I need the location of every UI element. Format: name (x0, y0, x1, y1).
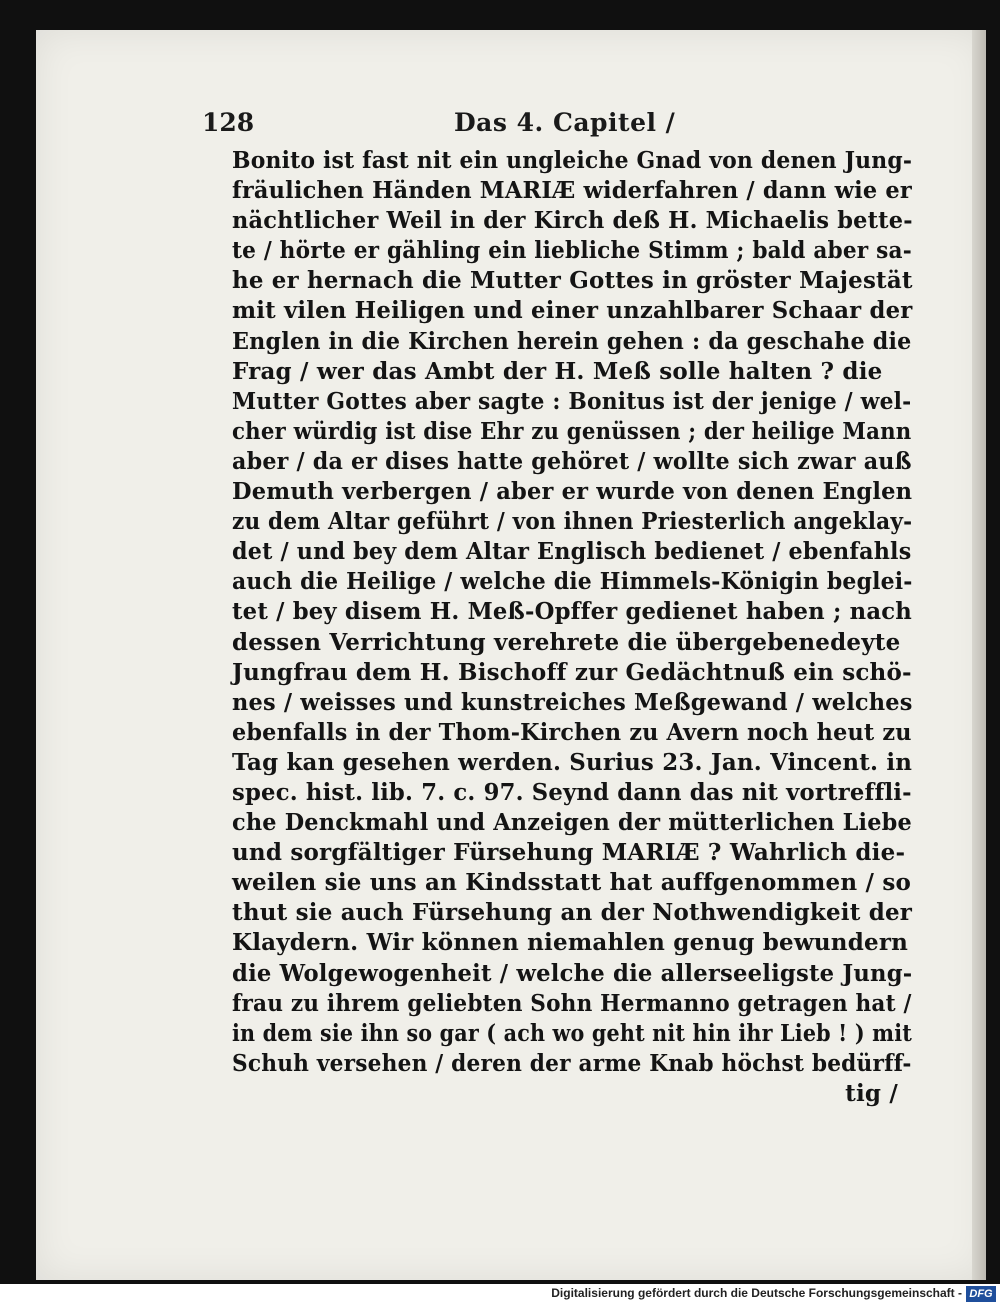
text-line: che Denckmahl und Anzeigen der mütterlichen Liebe (232, 809, 912, 837)
text-line: nes / weisses und kunstreiches Meßgewand / welches (232, 688, 913, 716)
text-line: nächtlicher Weil in der Kirch deß H. Michaelis bette- (232, 207, 913, 235)
catchword-line: tig / (845, 1079, 898, 1107)
body-text (232, 146, 912, 1109)
funding-credit: Digitalisierung gefördert durch die Deutsche Forschungsgemeinschaft - (551, 1286, 962, 1300)
page-edge (972, 30, 986, 1280)
text-line: frau zu ihrem geliebten Sohn Hermanno getragen hat / (232, 989, 912, 1017)
text-line: Englen in die Kirchen herein gehen : da geschahe die (232, 327, 912, 355)
running-head (202, 108, 702, 142)
page-number: 128 (202, 108, 255, 137)
text-line: ebenfalls in der Thom-Kirchen zu Avern noch heut zu (232, 718, 912, 746)
text-line: fräulichen Händen MARIÆ widerfahren / dann wie er (232, 177, 912, 205)
dfg-logo-icon: DFG (966, 1286, 996, 1302)
footer-bar (0, 1284, 1000, 1304)
text-line: thut sie auch Fürsehung an der Nothwendigkeit der (232, 899, 913, 927)
text-line: Klaydern. Wir können niemahlen genug bewundern (232, 929, 909, 957)
text-line: Frag / wer das Ambt der H. Meß solle halten ? die (232, 357, 883, 385)
text-line: und sorgfältiger Fürsehung MARIÆ ? Wahrlich die- (232, 839, 906, 867)
text-line: aber / da er dises hatte gehöret / wollte sich zwar auß (232, 447, 912, 475)
text-line: tet / bey disem H. Meß-Opffer gedienet haben ; nach (232, 598, 912, 626)
text-line: te / hörte er gähling ein liebliche Stimm ; bald aber sa- (232, 237, 912, 265)
text-line: die Wolgewogenheit / welche die allerseeligste Jung- (232, 959, 913, 987)
text-line: Jungfrau dem H. Bischoff zur Gedächtnuß ein schö- (232, 658, 912, 686)
chapter-heading: Das 4. Capitel / (454, 108, 676, 137)
text-line: det / und bey dem Altar Englisch bedienet / ebenfahls (232, 538, 912, 566)
text-line: he er hernach die Mutter Gottes in gröster Majestät (232, 267, 913, 295)
text-line: in dem sie ihn so gar ( ach wo geht nit hin ihr Lieb ! ) mit (232, 1019, 912, 1047)
text-line: auch die Heilige / welche die Himmels-Königin beglei- (232, 568, 913, 596)
text-line: Tag kan gesehen werden. Surius 23. Jan. Vincent. in (232, 748, 913, 776)
text-line: spec. hist. lib. 7. c. 97. Seynd dann das nit vortreffli- (232, 778, 912, 806)
text-line: Mutter Gottes aber sagte : Bonitus ist der jenige / wel- (232, 387, 912, 415)
text-line: Bonito ist fast nit ein ungleiche Gnad von denen Jung- (232, 147, 913, 174)
text-line: Demuth verbergen / aber er wurde von denen Englen (232, 478, 913, 506)
text-line: mit vilen Heiligen und einer unzahlbarer Schaar der (232, 297, 913, 325)
text-line: dessen Verrichtung verehrete die übergebenedeyte (232, 628, 901, 656)
text-line: weilen sie uns an Kindsstatt hat auffgenommen / so (232, 869, 912, 897)
text-line: cher würdig ist dise Ehr zu genüssen ; der heilige Mann (232, 417, 912, 445)
text-line: Schuh versehen / deren der arme Knab höchst bedürff- (232, 1049, 912, 1077)
text-line: zu dem Altar geführt / von ihnen Priesterlich angeklay- (232, 508, 913, 536)
